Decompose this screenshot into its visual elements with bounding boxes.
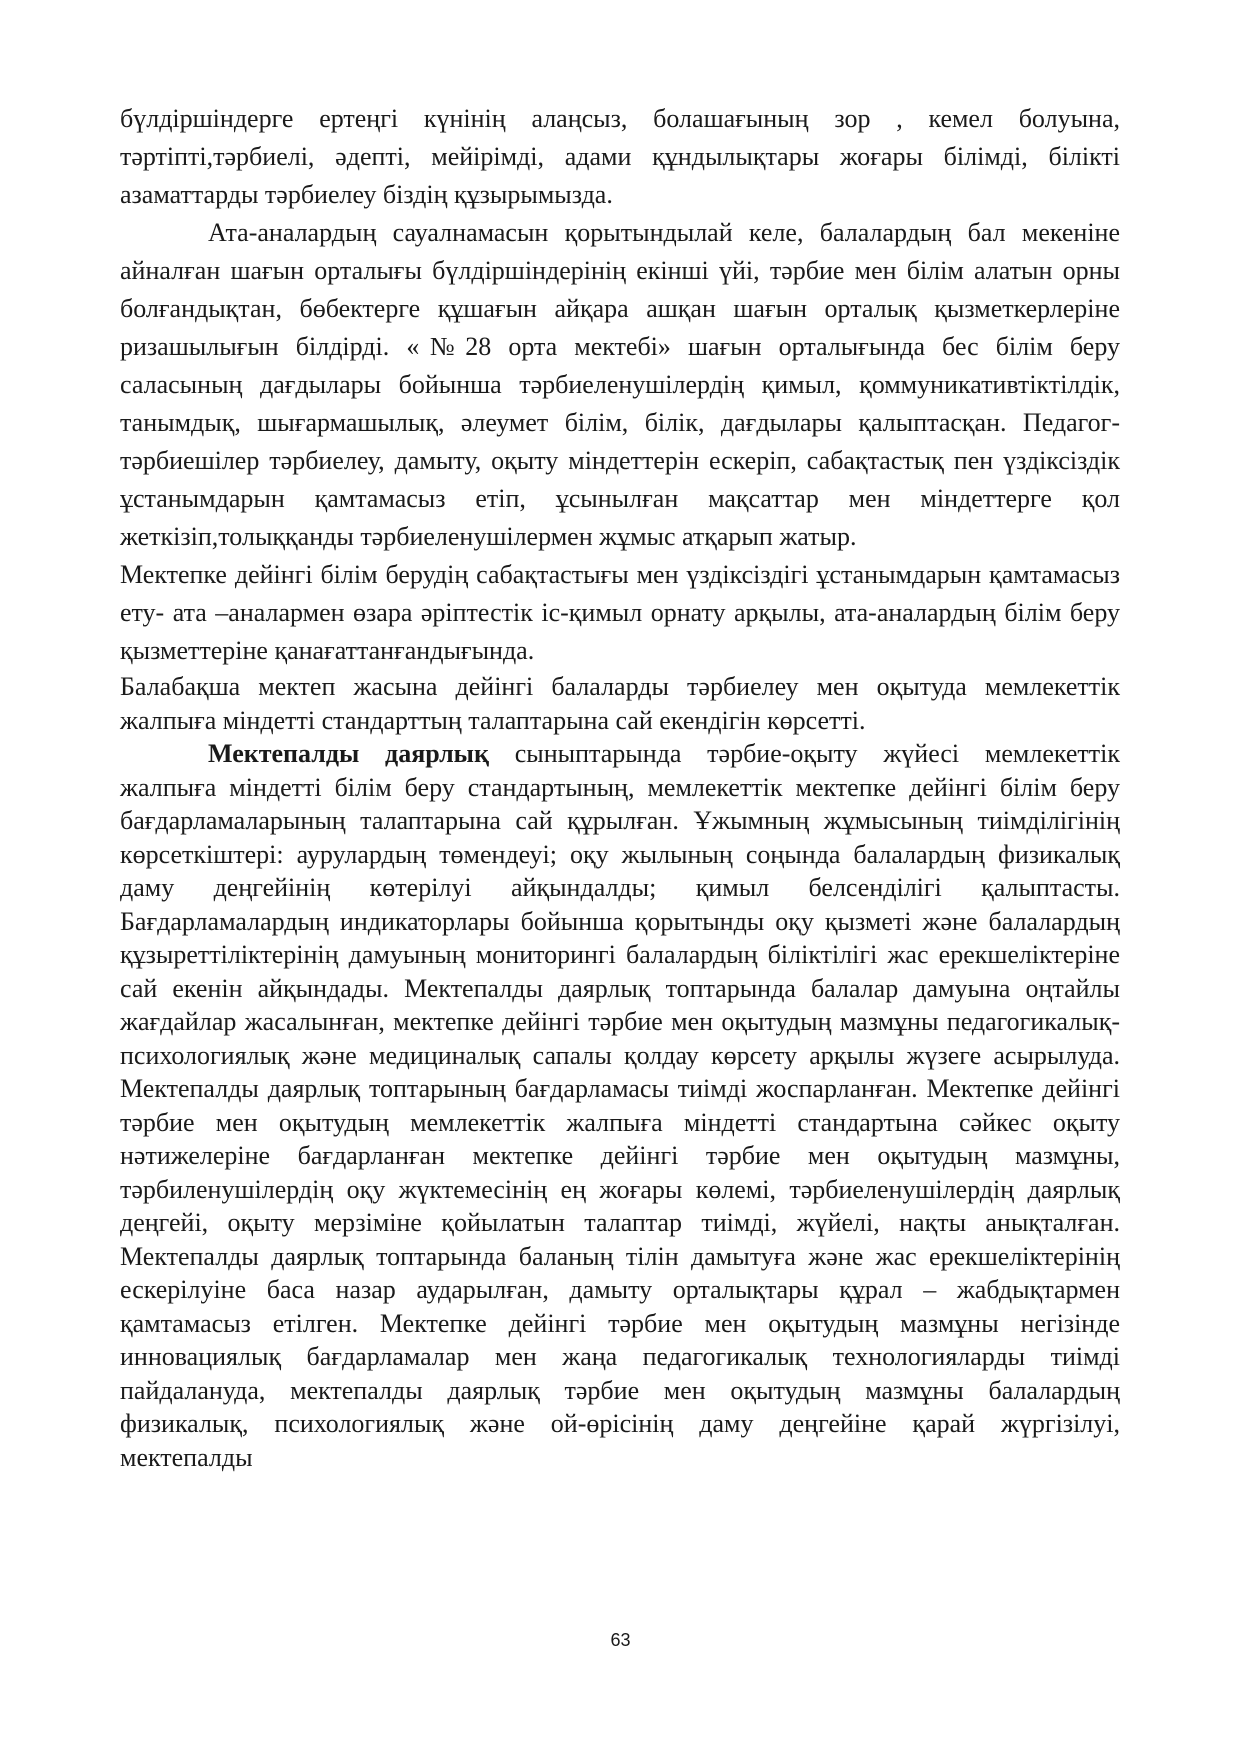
paragraph-5	[120, 737, 1120, 1474]
paragraph-3: Мектепке дейінгі білім берудің сабақтастығы мен үздіксіздігі ұстанымдарын қамтамасыз ету- ата –аналармен өзара әріптестік іс-қимыл орнату арқылы, ата-аналардың білім беру қызметтеріне қанағаттанғандығында.	[120, 560, 1120, 665]
paragraph-1: бүлдіршіндерге ертеңгі күнінің алаңсыз, болашағының зор , кемел болуына, тәртіпті,тәрбиелі, әдепті, мейірімді, адами құндылықтары жоғары білімді, білікті азаматтарды тәрбиелеу біздің құзырымызда.	[120, 104, 1120, 209]
document-body	[120, 100, 1120, 1474]
paragraph-4: Балабақша мектеп жасына дейінгі балаларды тәрбиелеу мен оқытуда мемлекеттік жалпыға міндетті стандарттың талаптарына сай екендігін көрсетті.	[120, 672, 1120, 735]
bold-lead-text: Мектепалды даярлық	[208, 739, 489, 768]
page-number: 63	[610, 1630, 631, 1650]
paragraph-5-text: сыныптарында тәрбие-оқыту жүйесі мемлекеттік жалпыға міндетті білім беру стандартының, мемлекеттік мектепке дейінгі білім беру бағдарламаларының талаптарына сай құрылған. Ұжымның жұмысының тиімділігінің көрсеткіштері: аурулардың төмендеуі; оқу жылының соңында балалардың физикалық даму деңгейінің көтерілуі айқындалды; қимыл белсенділігі қалыптасты. Бағдарламалардың индикаторлары бойынша қорытынды оқу қызметі және балалардың құзыреттіліктерінің дамуының мониторингі балалардың біліктілігі жас ерекшеліктеріне сай екенін айқындады. Мектепалды даярлық топтарында балалар дамуына оңтайлы жағдайлар жасалынған, мектепке дейінгі тәрбие мен оқытудың мазмұны педагогикалық-психологиялық және медициналық сапалы қолдау көрсету арқылы жүзеге асырылуда. Мектепалды даярлық топтарының бағдарламасы тиімді жоспарланған. Мектепке дейінгі тәрбие мен оқытудың мемлекеттік жалпыға міндетті стандартына сәйкес оқыту нәтижелеріне бағдарланған мектепке дейінгі тәрбие мен оқытудың мазмұны, тәрбиленушілердің оқу жүктемесінің ең жоғары көлемі, тәрбиеленушілердің даярлық деңгейі, оқыту мерзіміне қойылатын талаптар тиімді, жүйелі, нақты анықталған. Мектепалды даярлық топтарында баланың тілін дамытуға және жас ерекшеліктерінің ескерілуіне баса назар аударылған, дамыту орталықтары құрал – жабдықтармен қамтамасыз етілген. Мектепке дейінгі тәрбие мен оқытудың мазмұны негізінде инновациялық бағдарламалар мен жаңа педагогикалық технологияларды тиімді пайдалануда, мектепалды даярлық тәрбие мен оқытудың мазмұны балалардың физикалық, психологиялық және ой-өрісінің даму деңгейіне қарай жүргізілуі, мектепалды	[120, 739, 1120, 1472]
paragraph-2: Ата-аналардың сауалнамасын қорытындылай келе, балалардың бал мекеніне айналған шағын орталығы бүлдіршіндерінің екінші үйі, тәрбие мен білім алатын орны болғандықтан, бөбектерге құшағын айқара ашқан шағын орталық қызметкерлеріне ризашылығын білдірді. «№28 орта мектебі» шағын орталығында бес білім беру саласының дағдылары бойынша тәрбиеленушілердің қимыл, қоммуникативтіктілдік, танымдық, шығармашылық, әлеумет білім, білік, дағдылары қалыптасқан. Педагог- тәрбиешілер тәрбиелеу, дамыту, оқыту міндеттерін ескеріп, сабақтастық пен үздіксіздік ұстанымдарын қамтамасыз етіп, ұсынылған мақсаттар мен міндеттерге қол жеткізіп,толыққанды тәрбиеленушілермен жұмыс атқарып жатыр.	[120, 218, 1120, 551]
